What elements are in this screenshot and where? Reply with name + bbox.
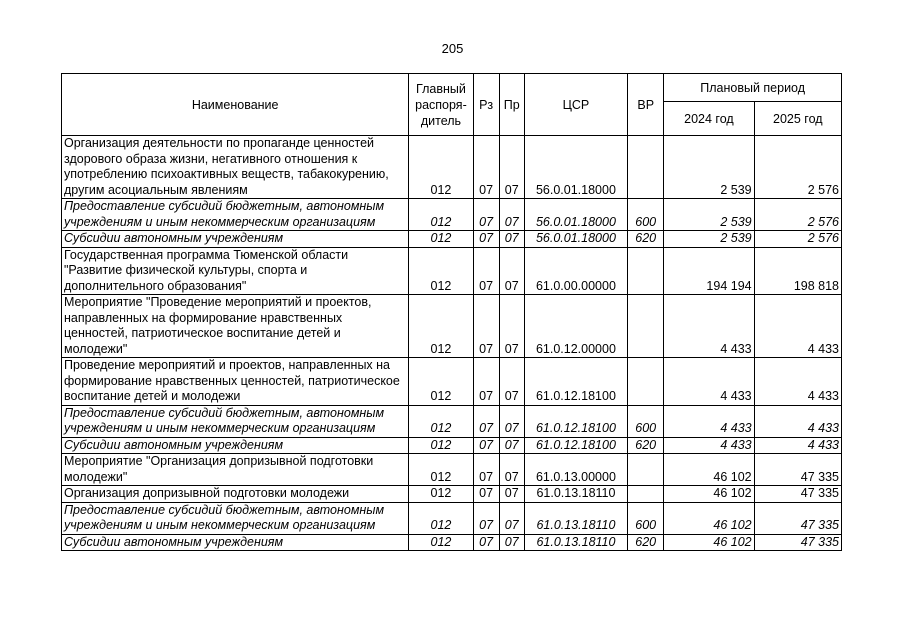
cell-manager: 012 [409,502,473,534]
cell-2024: 4 433 [664,405,754,437]
header-rz: Рз [473,74,499,136]
cell-name: Предоставление субсидий бюджетным, автономным учреждениям и иным некоммерческим организациям [62,502,409,534]
cell-rz: 07 [473,358,499,406]
cell-2025: 2 576 [754,231,841,248]
cell-vr: 600 [628,502,664,534]
cell-vr: 620 [628,231,664,248]
header-name: Наименование [62,74,409,136]
cell-2024: 2 539 [664,231,754,248]
header-year-2024: 2024 год [664,102,754,136]
cell-csr: 61.0.12.00000 [524,295,627,358]
cell-2025: 4 433 [754,295,841,358]
cell-pr: 07 [499,486,524,503]
table-row [62,502,842,534]
cell-rz: 07 [473,502,499,534]
cell-2025: 47 335 [754,534,841,551]
cell-csr: 56.0.01.18000 [524,231,627,248]
cell-2025: 198 818 [754,247,841,295]
cell-manager: 012 [409,486,473,503]
cell-manager: 012 [409,295,473,358]
cell-vr [628,136,664,199]
cell-rz: 07 [473,295,499,358]
cell-2024: 194 194 [664,247,754,295]
cell-csr: 61.0.12.18100 [524,358,627,406]
cell-name: Организация допризывной подготовки молодежи [62,486,409,503]
cell-2024: 46 102 [664,454,754,486]
cell-pr: 07 [499,437,524,454]
cell-vr [628,454,664,486]
header-year-2025: 2025 год [754,102,841,136]
cell-csr: 61.0.13.18110 [524,502,627,534]
cell-name: Проведение мероприятий и проектов, направленных на формирование нравственных ценностей, патриотическое воспитание детей и молодежи [62,358,409,406]
cell-rz: 07 [473,199,499,231]
cell-vr: 620 [628,534,664,551]
cell-manager: 012 [409,358,473,406]
cell-vr [628,486,664,503]
cell-2024: 2 539 [664,199,754,231]
cell-pr: 07 [499,502,524,534]
table-row [62,136,842,199]
cell-rz: 07 [473,486,499,503]
header-pr: Пр [499,74,524,136]
cell-2025: 47 335 [754,454,841,486]
cell-rz: 07 [473,247,499,295]
cell-2024: 46 102 [664,486,754,503]
cell-rz: 07 [473,136,499,199]
cell-2025: 2 576 [754,199,841,231]
cell-csr: 61.0.12.18100 [524,405,627,437]
cell-2025: 2 576 [754,136,841,199]
page-number: 205 [441,41,464,56]
cell-rz: 07 [473,437,499,454]
cell-2024: 4 433 [664,437,754,454]
cell-name: Субсидии автономным учреждениям [62,534,409,551]
cell-rz: 07 [473,231,499,248]
cell-vr: 600 [628,199,664,231]
cell-csr: 56.0.01.18000 [524,199,627,231]
cell-rz: 07 [473,405,499,437]
table-row [62,486,842,503]
cell-csr: 61.0.13.18110 [524,534,627,551]
table-row [62,358,842,406]
cell-2024: 46 102 [664,534,754,551]
cell-manager: 012 [409,231,473,248]
cell-pr: 07 [499,199,524,231]
cell-pr: 07 [499,295,524,358]
cell-name: Государственная программа Тюменской области "Развитие физической культуры, спорта и дополнительного образования" [62,247,409,295]
header-manager: Главный распоря-дитель [409,74,473,136]
cell-2025: 47 335 [754,502,841,534]
table-body [62,136,842,551]
cell-name: Предоставление субсидий бюджетным, автономным учреждениям и иным некоммерческим организациям [62,405,409,437]
cell-manager: 012 [409,136,473,199]
cell-2024: 4 433 [664,358,754,406]
header-planned-period: Плановый период [664,74,842,102]
cell-vr: 600 [628,405,664,437]
cell-name: Мероприятие "Проведение мероприятий и проектов, направленных на формирование нравственных ценностей, патриотическое воспитание детей и молодежи" [62,295,409,358]
cell-vr: 620 [628,437,664,454]
table-row [62,454,842,486]
table-row [62,231,842,248]
cell-csr: 56.0.01.18000 [524,136,627,199]
cell-pr: 07 [499,136,524,199]
table-row [62,405,842,437]
cell-manager: 012 [409,405,473,437]
table-row [62,199,842,231]
cell-pr: 07 [499,405,524,437]
cell-manager: 012 [409,199,473,231]
cell-rz: 07 [473,454,499,486]
cell-csr: 61.0.13.18110 [524,486,627,503]
cell-pr: 07 [499,231,524,248]
cell-csr: 61.0.00.00000 [524,247,627,295]
cell-2024: 46 102 [664,502,754,534]
cell-manager: 012 [409,247,473,295]
table-header [62,74,842,136]
cell-2025: 47 335 [754,486,841,503]
table-row [62,437,842,454]
cell-pr: 07 [499,247,524,295]
cell-name: Предоставление субсидий бюджетным, автономным учреждениям и иным некоммерческим организациям [62,199,409,231]
cell-pr: 07 [499,454,524,486]
table-row [62,534,842,551]
budget-table [61,73,842,551]
cell-manager: 012 [409,534,473,551]
cell-vr [628,295,664,358]
cell-pr: 07 [499,358,524,406]
cell-manager: 012 [409,437,473,454]
cell-pr: 07 [499,534,524,551]
cell-csr: 61.0.12.18100 [524,437,627,454]
table-row [62,247,842,295]
cell-2025: 4 433 [754,405,841,437]
table-row [62,295,842,358]
header-vr: ВР [628,74,664,136]
cell-csr: 61.0.13.00000 [524,454,627,486]
cell-name: Субсидии автономным учреждениям [62,231,409,248]
cell-vr [628,358,664,406]
cell-rz: 07 [473,534,499,551]
cell-2025: 4 433 [754,437,841,454]
cell-vr [628,247,664,295]
cell-2024: 2 539 [664,136,754,199]
cell-name: Субсидии автономным учреждениям [62,437,409,454]
cell-manager: 012 [409,454,473,486]
cell-2025: 4 433 [754,358,841,406]
cell-name: Организация деятельности по пропаганде ценностей здорового образа жизни, негативного отношения к употреблению психоактивных веществ, табакокурению, другим асоциальным явлениям [62,136,409,199]
cell-name: Мероприятие "Организация допризывной подготовки молодежи" [62,454,409,486]
cell-2024: 4 433 [664,295,754,358]
header-csr: ЦСР [524,74,627,136]
